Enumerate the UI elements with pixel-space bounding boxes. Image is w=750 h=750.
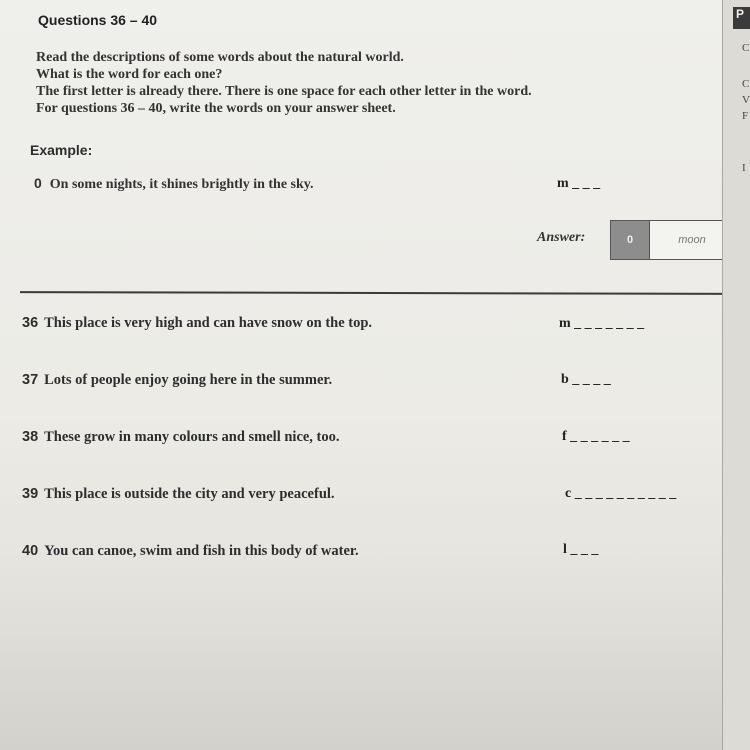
- instructions: [36, 49, 676, 117]
- page-shadow: [0, 560, 733, 750]
- example-label: Example:: [30, 142, 93, 158]
- divider: [20, 291, 730, 295]
- question-number: 38: [22, 429, 39, 445]
- side-tab: P: [733, 7, 750, 29]
- question-text: These grow in many colours and smell nice, too.: [44, 429, 340, 445]
- question-number: 37: [22, 372, 39, 388]
- question-39: [22, 486, 335, 503]
- instruction-line: For questions 36 – 40, write the words on your answer sheet.: [36, 101, 396, 116]
- answer-hint-38: f _ _ _ _ _ _: [562, 429, 630, 444]
- instruction-line: The first letter is already there. There is one space for each other letter in the word.: [36, 84, 532, 99]
- example-answer-box: [610, 220, 728, 260]
- answer-hint-36: m _ _ _ _ _ _ _: [559, 316, 645, 331]
- example-hint: m _ _ _: [557, 176, 601, 191]
- side-fragment: F: [742, 110, 749, 122]
- adjacent-page: [722, 0, 750, 750]
- section-heading: Questions 36 – 40: [38, 12, 158, 28]
- side-fragment: V: [742, 94, 750, 106]
- side-fragment: C: [742, 42, 750, 54]
- question-36: [22, 315, 372, 332]
- example-question: [34, 175, 314, 193]
- instruction-line: Read the descriptions of some words about the natural world.: [36, 50, 404, 65]
- answer-word: moon: [678, 234, 706, 246]
- question-number: 39: [22, 486, 39, 502]
- question-text: This place is outside the city and very peaceful.: [44, 486, 335, 502]
- question-text: This place is very high and can have snow on the top.: [44, 315, 373, 331]
- question-text: You can canoe, swim and fish in this body of water.: [44, 543, 359, 559]
- question-text: Lots of people enjoy going here in the summer.: [44, 372, 333, 388]
- answer-label: Answer:: [537, 230, 586, 245]
- question-38: [22, 429, 340, 446]
- instruction-line: What is the word for each one?: [36, 67, 223, 82]
- example-text: On some nights, it shines brightly in the sky.: [49, 177, 314, 192]
- answer-hint-40: l _ _ _: [563, 542, 599, 557]
- question-37: [22, 372, 332, 389]
- question-number: 36: [22, 315, 39, 331]
- question-number: 40: [22, 543, 39, 559]
- side-fragment: I: [742, 162, 746, 174]
- example-number: 0: [34, 175, 42, 191]
- side-fragment: C: [742, 78, 750, 90]
- question-40: [22, 543, 359, 560]
- answer-number: 0: [611, 221, 650, 259]
- answer-hint-37: b _ _ _ _: [561, 372, 611, 387]
- answer-hint-39: c _ _ _ _ _ _ _ _ _ _: [565, 486, 677, 501]
